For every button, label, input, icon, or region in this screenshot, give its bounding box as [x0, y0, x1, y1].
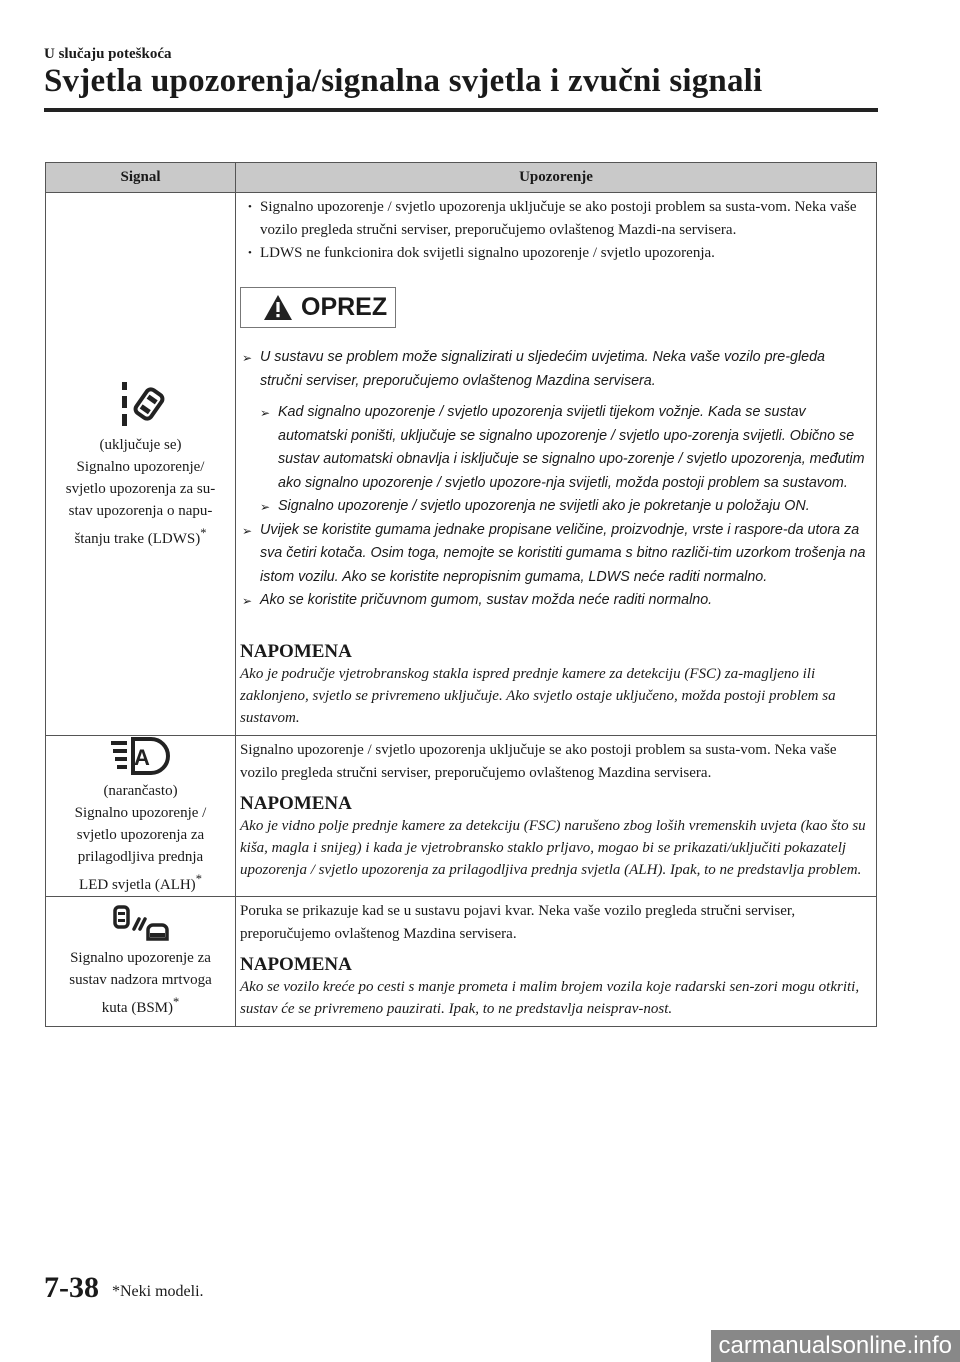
- arrow-icon: ➢: [242, 594, 253, 608]
- svg-text:A: A: [133, 744, 150, 770]
- note-text: Ako je vidno polje prednje kamere za detekciju (FSC) narušeno zbog loših vremenskih uvjeta (kao što su kiša, magla i snijeg) i kada je vjetrobransko staklo prljavo, mogao bi se prikazati/uključiti pokazatelj upozorenja / svjetlo upozorenja za prilagodljiva prednja svjetla (ALH). Ipak, to ne predstavlja problem.: [240, 817, 866, 878]
- bullet-item: • Signalno upozorenje / svjetlo upozorenja uključuje se ako postoji problem sa susta-vom. Neka vaše vozilo pregleda stručni serviser, preporučujemo ovlaštenog Mazdi-na servisera.: [240, 196, 870, 242]
- footnote-marker: *: [200, 525, 207, 540]
- caution-content: ➢ U sustavu se problem može signalizirati u sljedećim uvjetima. Neka vaše vozilo pre-gleda stručni serviser, preporučujemo ovlaštenog Mazdina servisera. ➢ Kad signalno upozorenje / svjetlo upozorenja svijetli tijekom vožnje. Kada se sustav automatski poništi, uključuje se signalno upozorenje / svjetlo upo-zorenja svijetli. Obično se sustav automatski obnavlja i isključuje se signalno upo-zorenje / svjetlo upozorenja, međutim ako signalno upozorenje / svjetlo upozore-nja svijetli, možda postoji problem sa sustavom. ➢ Signalno upozorenje / svjetlo upozorenja ne svijetli ako je pokretanje u položaju ON. ➢ Uvijek se koristite gumama jednake propisane veličine, proizvodnje, vrste i raspore-da utora za sva četiri kotača. Osim toga, nemojte se koristiti gumama s bitno različi-tim uzorkom trošenja na istom vozilu. Ako se koristite nepropisnim gumama, LDWS neće raditi normalno. ➢ Ako se koristite pričuvnom gumom, sustav možda neće raditi normalno.: [240, 346, 870, 613]
- note-heading: NAPOMENA: [240, 792, 352, 814]
- adaptive-headlight-icon: [107, 736, 175, 776]
- warning-cell: [236, 896, 877, 1026]
- arrow-icon: ➢: [260, 406, 271, 420]
- bullet-item: • LDWS ne funkcionira dok svijetli signalno upozorenje / svjetlo upozorenja.: [240, 242, 870, 265]
- caution-label: OPREZ: [301, 293, 388, 321]
- table-row: [46, 896, 877, 1026]
- note-text: Ako je područje vjetrobranskog stakla ispred prednje kamere za detekciju (FSC) za-magljeno ili zaklonjeno, svjetlo se privremeno uključuje. Ako svjetlo ostaje uključeno, možda postoji problem sa sustavom.: [240, 665, 836, 726]
- table-row: [46, 193, 877, 736]
- arrow-icon: ➢: [242, 523, 253, 538]
- warning-cell: [236, 193, 877, 736]
- signal-cell: [46, 735, 236, 896]
- section-label: U slučaju poteškoća: [44, 46, 172, 62]
- warning-cell: [236, 735, 877, 896]
- page-title: Svjetla upozorenja/signalna svjetla i zvučni signali: [44, 63, 763, 99]
- warning-table: [45, 162, 877, 1027]
- lane-departure-warning-icon: [115, 378, 167, 430]
- column-header-warning: Upozorenje: [236, 163, 877, 193]
- note-heading: NAPOMENA: [240, 953, 352, 975]
- footnote-marker: *: [173, 995, 180, 1009]
- arrow-icon: ➢: [260, 500, 271, 514]
- arrow-icon: ➢: [242, 351, 253, 365]
- warning-triangle-icon: [263, 294, 293, 321]
- signal-cell: [46, 193, 236, 736]
- page-number: 7-38: [44, 1271, 99, 1304]
- signal-description: (uključuje se) Signalno upozorenje/ svjetlo upozorenja za su- stav upozorenja o napu- štanju trake (LDWS)*: [65, 436, 216, 547]
- blind-spot-monitoring-icon: [109, 903, 173, 943]
- footnote-marker: *: [195, 871, 202, 886]
- signal-description: (narančasto) Signalno upozorenje / svjetlo upozorenja za prilagodljiva prednja LED svjetla (ALH)*: [74, 782, 207, 893]
- column-header-signal: Signal: [46, 163, 236, 193]
- table-header-row: [46, 163, 877, 193]
- footnote: *Neki modeli.: [112, 1283, 204, 1300]
- note-heading: NAPOMENA: [240, 640, 352, 662]
- table-row: [46, 735, 877, 896]
- warning-text: Poruka se prikazuje kad se u sustavu pojavi kvar. Neka vaše vozilo pregleda stručni serviser, preporučujemo ovlaštenog Mazdina servisera.: [240, 902, 796, 942]
- watermark: carmanualsonline.info: [711, 1330, 960, 1362]
- signal-description: Signalno upozorenje za sustav nadzora mrtvoga kuta (BSM)*: [69, 950, 212, 1016]
- warning-text: Signalno upozorenje / svjetlo upozorenja uključuje se ako postoji problem sa susta-vom. Neka vaše vozilo pregleda stručni serviser, preporučujemo ovlaštenog Mazdina servisera.: [240, 741, 837, 781]
- signal-cell: [46, 896, 236, 1026]
- caution-box: [240, 287, 396, 328]
- note-text: Ako se vozilo kreće po cesti s manje prometa i malim brojem vozila koje radarski sen-zori mogu otkriti, sustav će se privremeno pauzirati. Ipak, to ne predstavlja neisprav-nost.: [240, 978, 860, 1017]
- title-rule: [44, 108, 878, 112]
